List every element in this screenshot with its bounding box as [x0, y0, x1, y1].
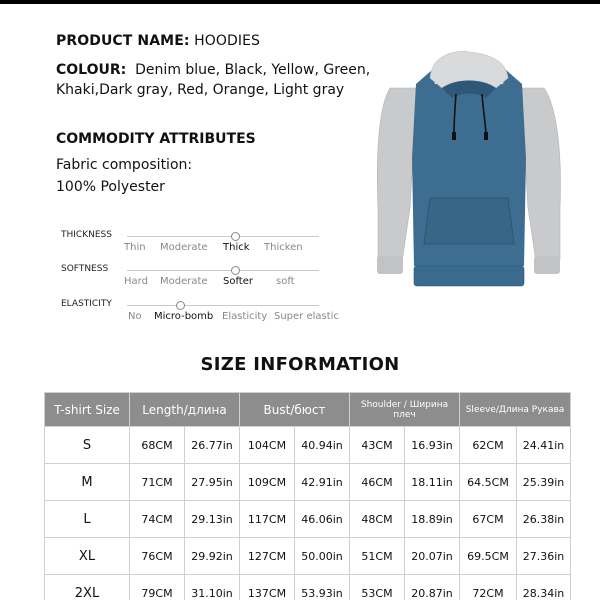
measurement-cell: 46.06in: [295, 501, 350, 538]
attribute-scale-knob: [231, 232, 240, 241]
measurement-cell: 31.10in: [185, 575, 240, 600]
measurement-cell: 109CM: [240, 464, 295, 501]
colour-label: COLOUR:: [56, 62, 127, 78]
measurement-cell: 53CM: [350, 575, 405, 600]
attribute-option: Hard: [124, 276, 148, 287]
measurement-cell: 117CM: [240, 501, 295, 538]
measurement-cell: 62CM: [460, 427, 517, 464]
measurement-cell: 67CM: [460, 501, 517, 538]
measurement-cell: 24.41in: [517, 427, 571, 464]
header-length: Length/длина: [130, 393, 240, 427]
measurement-cell: 20.07in: [405, 538, 460, 575]
hoodie-image: [372, 48, 564, 292]
attribute-option: Thicken: [264, 242, 303, 253]
attribute-option: Moderate: [160, 242, 208, 253]
fabric-composition-label: Fabric composition:: [56, 157, 193, 173]
measurement-cell: 68CM: [130, 427, 185, 464]
measurement-cell: 127CM: [240, 538, 295, 575]
header-sleeve: Sleeve/Длина Рукава: [460, 393, 571, 427]
measurement-cell: 79CM: [130, 575, 185, 600]
measurement-cell: 28.34in: [517, 575, 571, 600]
table-row: [45, 427, 571, 464]
measurement-cell: 18.11in: [405, 464, 460, 501]
measurement-cell: 50.00in: [295, 538, 350, 575]
product-colour: [56, 60, 386, 100]
attribute-option: Softer: [223, 276, 253, 287]
commodity-attributes-title: COMMODITY ATTRIBUTES: [56, 131, 256, 147]
attribute-scale-knob: [231, 266, 240, 275]
measurement-cell: 104CM: [240, 427, 295, 464]
attribute-option: No: [128, 311, 142, 322]
attribute-scale-line: [127, 236, 319, 237]
top-border: [0, 0, 600, 4]
measurement-cell: 74CM: [130, 501, 185, 538]
attribute-option: soft: [276, 276, 295, 287]
measurement-cell: 69.5CM: [460, 538, 517, 575]
measurement-cell: 26.77in: [185, 427, 240, 464]
measurement-cell: 18.89in: [405, 501, 460, 538]
size-table: [44, 392, 571, 600]
attribute-option: Micro-bomb: [154, 311, 214, 322]
product-name-value: HOODIES: [194, 33, 261, 49]
size-cell: M: [45, 464, 130, 501]
attribute-option: Elasticity: [222, 311, 268, 322]
size-cell: S: [45, 427, 130, 464]
measurement-cell: 71CM: [130, 464, 185, 501]
table-row: [45, 575, 571, 600]
measurement-cell: 27.95in: [185, 464, 240, 501]
table-row: [45, 501, 571, 538]
measurement-cell: 46CM: [350, 464, 405, 501]
header-tshirt-size: T-shirt Size: [45, 393, 130, 427]
attribute-label-thickness: THICKNESS: [61, 230, 112, 240]
header-bust: Bust/бюст: [240, 393, 350, 427]
attribute-option: Super elastic: [274, 311, 339, 322]
measurement-cell: 72CM: [460, 575, 517, 600]
attribute-scale-line: [127, 305, 319, 306]
measurement-cell: 137CM: [240, 575, 295, 600]
colour-value: Denim blue, Black, Yellow, Green, Khaki,Dark gray, Red, Orange, Light gray: [56, 62, 371, 98]
measurement-cell: 53.93in: [295, 575, 350, 600]
header-shoulder: Shoulder / Ширина плеч: [350, 393, 460, 427]
size-table-header: [45, 393, 571, 427]
measurement-cell: 16.93in: [405, 427, 460, 464]
measurement-cell: 42.91in: [295, 464, 350, 501]
table-row: [45, 464, 571, 501]
table-row: [45, 538, 571, 575]
measurement-cell: 20.87in: [405, 575, 460, 600]
measurement-cell: 25.39in: [517, 464, 571, 501]
measurement-cell: 29.92in: [185, 538, 240, 575]
product-name: [56, 33, 260, 49]
attribute-option: Thin: [124, 242, 146, 253]
attribute-option: Thick: [223, 242, 250, 253]
measurement-cell: 48CM: [350, 501, 405, 538]
attribute-scale-knob: [176, 301, 185, 310]
size-information-title: SIZE INFORMATION: [200, 354, 400, 375]
size-cell: 2XL: [45, 575, 130, 600]
attribute-label-elasticity: ELASTICITY: [61, 299, 112, 309]
attribute-label-softness: SOFTNESS: [61, 264, 109, 274]
product-name-label: PRODUCT NAME:: [56, 33, 190, 49]
measurement-cell: 51CM: [350, 538, 405, 575]
measurement-cell: 26.38in: [517, 501, 571, 538]
measurement-cell: 76CM: [130, 538, 185, 575]
attribute-scale-line: [127, 270, 319, 271]
size-cell: XL: [45, 538, 130, 575]
fabric-composition-value: 100% Polyester: [56, 179, 165, 195]
measurement-cell: 29.13in: [185, 501, 240, 538]
size-cell: L: [45, 501, 130, 538]
measurement-cell: 43CM: [350, 427, 405, 464]
measurement-cell: 40.94in: [295, 427, 350, 464]
attribute-option: Moderate: [160, 276, 208, 287]
measurement-cell: 27.36in: [517, 538, 571, 575]
measurement-cell: 64.5CM: [460, 464, 517, 501]
